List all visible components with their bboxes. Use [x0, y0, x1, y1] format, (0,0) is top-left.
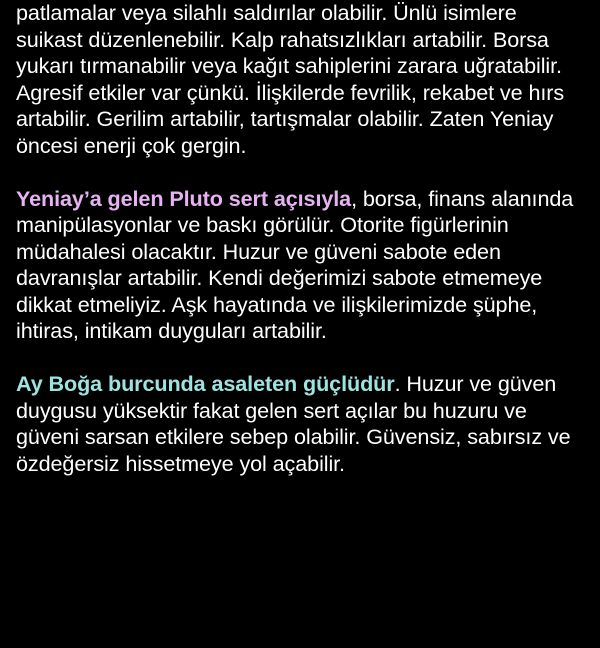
paragraph-1: [16, 0, 588, 159]
paragraph-2-highlight: Yeniay’a gelen Pluto sert açısıyla: [16, 185, 352, 211]
paragraph-3-highlight: Ay Boğa burcunda asaleten güçlüdür: [16, 371, 395, 396]
paragraph-3-text: . Huzur ve güven duygusu yüksektir fakat gelen sert açılar bu huzuru ve güveni sarsan etkilere sebep olabilir. Güvensiz, sabırsız ve özdeğersiz hissetmeye yol açabilir.: [16, 371, 571, 476]
paragraph-1-text: patlamalar veya silahlı saldırılar olabilir. Ünlü isimlere suikast düzenlenebilir. Kalp rahatsızlıkları artabilir. Borsa yukarı tırmanabilir veya kağıt sahiplerini zarara uğratabilir. Agresif etkiler var çünkü. İlişkilerde fevrilik, rekabet ve hırs artabilir. Gerilim artabilir, tartışmalar olabilir. Zaten Yeniay öncesi enerji çok gergin.: [16, 0, 565, 158]
paragraph-2: [16, 186, 588, 345]
article-text: [16, 0, 588, 504]
paragraph-2-text: , borsa, finans alanında manipülasyonlar ve baskı görülür. Otorite figürlerinin müdahalesi olacaktır. Huzur ve güveni sabote eden davranışlar artabilir. Kendi değerimizi sabote etmemeye dikkat etmeliyiz. Aşk hayatında ve ilişkilerimizde şüphe, ihtiras, intikam duyguları artabilir.: [16, 185, 574, 343]
paragraph-3: [16, 371, 588, 477]
